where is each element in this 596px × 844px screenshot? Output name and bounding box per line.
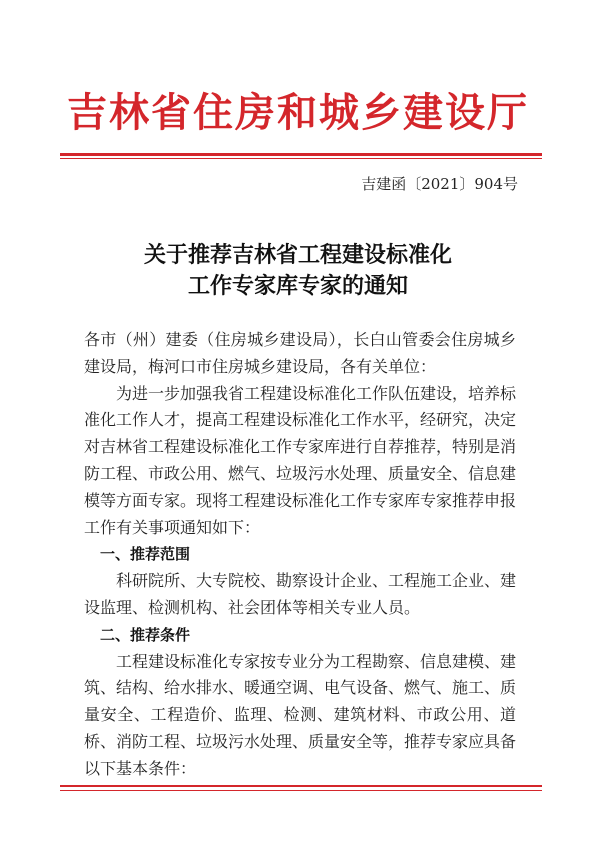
salutation: 各市（州）建委（住房城乡建设局），长白山管委会住房城乡建设局，梅河口市住房城乡建设局，各有关单位： bbox=[84, 330, 516, 376]
intro-paragraph: 为进一步加强我省工程建设标准化工作队伍建设，培养标准化工作人才，提高工程建设标准化工作水平，经研究，决定对吉林省工程建设标准化工作专家库进行自荐推荐，特别是消防工程、市政公用、燃气、垃圾污水处理、质量安全、信息建模等方面专家。现将工程建设标准化工作专家库专家推荐申报工作有关事项通知如下： bbox=[84, 383, 517, 537]
section-heading-scope: 一、推荐范围 bbox=[100, 545, 191, 564]
letterhead-rule-thin bbox=[60, 158, 542, 159]
document-number: 吉建函〔2021〕904号 bbox=[361, 175, 518, 193]
footer-rule-thick bbox=[60, 785, 542, 787]
document-body bbox=[84, 327, 516, 783]
letterhead-rule-thick bbox=[60, 153, 542, 156]
section-heading-conditions: 二、推荐条件 bbox=[100, 625, 191, 644]
section-text-scope: 科研院所、大专院校、勘察设计企业、工程施工企业、建设监理、检测机构、社会团体等相关专业人员。 bbox=[84, 571, 517, 617]
agency-letterhead: 吉林省住房和城乡建设厅 bbox=[67, 89, 529, 136]
document-title-line-2: 工作专家库专家的通知 bbox=[187, 273, 408, 299]
document-title bbox=[0, 240, 596, 302]
section-text-conditions: 工程建设标准化专家按专业分为工程勘察、信息建模、建筑、结构、给水排水、暖通空调、电气设备、燃气、施工、质量安全、工程造价、监理、检测、建筑材料、市政公用、道桥、消防工程、垃圾污水处理、质量安全等，推荐专家应具备以下基本条件： bbox=[84, 651, 517, 778]
document-title-line-1: 关于推荐吉林省工程建设标准化 bbox=[143, 242, 452, 268]
footer-rule-thin bbox=[60, 790, 542, 791]
